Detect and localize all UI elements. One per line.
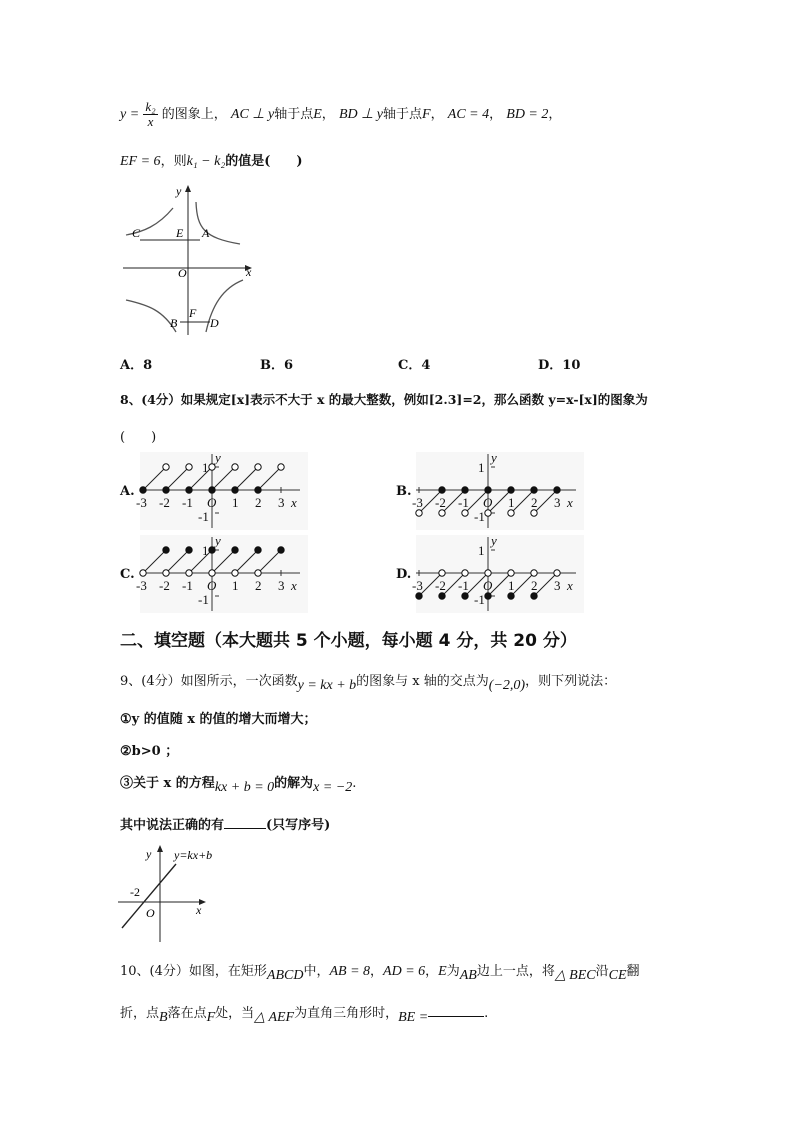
q7-line1: y = $\frac{\text{k₂}}{x}$ 的图象上， AC ⊥ y轴于点E， BD ⊥ y轴于点F， AC = 4， BD = 2， — [120, 99, 562, 129]
tick-label-x2: 2 — [255, 578, 262, 593]
q8-option-c-letter: C. — [120, 567, 135, 582]
y-axis-label: y — [491, 450, 497, 465]
q9-answer-blank[interactable] — [224, 817, 266, 829]
closed-endpoint — [163, 487, 169, 493]
tick-label-x-neg2: -2 — [435, 495, 446, 510]
closed-endpoint — [255, 547, 261, 553]
open-endpoint — [485, 570, 491, 576]
open-endpoint — [508, 570, 514, 576]
tick-label-x-neg1: -1 — [458, 578, 469, 593]
q7-option-b: B．6 — [260, 358, 294, 373]
tick-label-x3: 3 — [278, 578, 285, 593]
tick-label-x2: 2 — [531, 578, 538, 593]
section-2-heading: 二、填空题（本大题共 5 个小题，每小题 4 分，共 20 分） — [120, 631, 577, 651]
tick-label-x3: 3 — [278, 495, 285, 510]
closed-endpoint — [232, 547, 238, 553]
closed-endpoint — [439, 487, 445, 493]
tick-label-x1: 1 — [232, 578, 239, 593]
tick-label-x-neg1: -1 — [458, 495, 469, 510]
tick-label-x1: 1 — [232, 495, 239, 510]
q10-line1: 10、(4分）如图，在矩形ABCD中，AB = 8，AD = 6，E为AB边上一点，将△ BEC沿CE翻 — [120, 964, 640, 983]
q8-option-b-letter: B. — [396, 484, 412, 499]
tick-label-x1: 1 — [508, 578, 515, 593]
q8-graph-b — [412, 450, 584, 530]
q9-item-2: ②b>0 ； — [120, 744, 179, 759]
tick-label-y1: 1 — [202, 460, 209, 475]
closed-endpoint — [485, 487, 491, 493]
q7-option-c: C．4 — [398, 358, 431, 373]
q7-point-E: E — [176, 226, 184, 240]
closed-endpoint — [278, 547, 284, 553]
q10-answer-blank[interactable] — [428, 1005, 484, 1017]
y-axis-label: y — [491, 533, 497, 548]
q7-y-label: y — [176, 184, 182, 198]
tick-label-origin: O — [207, 578, 217, 593]
q9-stem: 9、(4分）如图所示，一次函数y = kx + b的图象与 x 轴的交点为(−2,0)，则下列说法： — [120, 674, 617, 693]
closed-endpoint — [140, 487, 146, 493]
tick-label-origin: O — [483, 495, 493, 510]
closed-endpoint — [232, 487, 238, 493]
tick-label-x-neg2: -2 — [159, 578, 170, 593]
tick-label-y1: 1 — [478, 460, 485, 475]
open-endpoint — [462, 510, 468, 516]
q9-origin: O — [146, 906, 155, 920]
open-endpoint — [462, 570, 468, 576]
q7-options — [120, 354, 680, 372]
q9-line-figure — [118, 842, 218, 942]
open-endpoint — [232, 464, 238, 470]
y-axis-label: y — [215, 450, 221, 465]
q7-point-A: A — [202, 226, 210, 240]
tick-label-y-neg1: -1 — [198, 592, 209, 607]
tick-label-x-neg1: -1 — [182, 495, 193, 510]
q7-point-B: B — [170, 316, 178, 330]
q8-option-a-letter: A. — [120, 484, 135, 499]
tick-label-y-neg1: -1 — [198, 509, 209, 524]
q7-hyperbola-figure — [118, 180, 258, 335]
closed-endpoint — [462, 487, 468, 493]
tick-label-x-neg2: -2 — [159, 495, 170, 510]
tick-label-y-neg1: -1 — [474, 592, 485, 607]
tick-label-x-neg3: -3 — [412, 578, 423, 593]
tick-label-x-neg3: -3 — [136, 578, 147, 593]
open-endpoint — [508, 510, 514, 516]
tick-label-x-neg1: -1 — [182, 578, 193, 593]
q7-point-D: D — [210, 316, 219, 330]
closed-endpoint — [186, 487, 192, 493]
q7-point-C: C — [132, 226, 141, 240]
q7-y-eq: y = — [120, 107, 140, 122]
q8-paren: ( ) — [120, 430, 157, 445]
q8-graph-c — [136, 533, 308, 613]
tick-label-origin: O — [207, 495, 217, 510]
tick-label-y1: 1 — [478, 543, 485, 558]
open-endpoint — [439, 570, 445, 576]
q7-fraction: $\frac{\text{k₂}}{x}$ — [145, 99, 156, 129]
q9-item-3: ③关于 x 的方程kx + b = 0的解为x = −2. — [120, 776, 357, 795]
q7-option-a: A．8 — [120, 358, 153, 373]
closed-endpoint — [439, 593, 445, 599]
closed-endpoint — [554, 487, 560, 493]
tick-label-x-neg3: -3 — [412, 495, 423, 510]
q8-stem: 8、(4分）如果规定[x]表示不大于 x 的最大整数，例如[2.3]=2，那么函数 y=x-[x]的图象为 — [120, 392, 648, 407]
q8-graph-d — [412, 533, 584, 613]
open-endpoint — [186, 570, 192, 576]
closed-endpoint — [462, 593, 468, 599]
tick-label-x2: 2 — [255, 495, 262, 510]
open-endpoint — [416, 510, 422, 516]
open-endpoint — [554, 570, 560, 576]
q9-item-1: ①y 的值随 x 的值的增大而增大； — [120, 712, 317, 727]
q7-origin: O — [178, 266, 187, 280]
closed-endpoint — [508, 487, 514, 493]
q7-point-F: F — [189, 306, 197, 320]
open-endpoint — [531, 570, 537, 576]
q9-neg2-label: -2 — [130, 885, 140, 899]
tick-label-x2: 2 — [531, 495, 538, 510]
q7-x-label: x — [246, 265, 252, 279]
closed-endpoint — [255, 487, 261, 493]
open-endpoint — [255, 570, 261, 576]
open-endpoint — [531, 510, 537, 516]
q7-line2: EF = 6，则k₁ − k₂的值是( ) — [120, 154, 303, 169]
open-endpoint — [439, 510, 445, 516]
x-axis-label: x — [567, 495, 573, 510]
open-endpoint — [140, 570, 146, 576]
open-endpoint — [163, 464, 169, 470]
closed-endpoint — [531, 593, 537, 599]
open-endpoint — [163, 570, 169, 576]
q8-graph-a — [136, 450, 308, 530]
y-axis-label: y — [215, 533, 221, 548]
x-axis-label: x — [291, 578, 297, 593]
open-endpoint — [232, 570, 238, 576]
open-endpoint — [278, 464, 284, 470]
closed-endpoint — [416, 593, 422, 599]
q8-option-d-letter: D. — [396, 567, 412, 582]
x-axis-label: x — [291, 495, 297, 510]
open-endpoint — [255, 464, 261, 470]
q7-option-d: D．10 — [538, 358, 581, 373]
q9-y-label: y — [146, 847, 152, 861]
tick-label-x3: 3 — [554, 578, 561, 593]
tick-label-y1: 1 — [202, 543, 209, 558]
tick-label-y-neg1: -1 — [474, 509, 485, 524]
tick-label-origin: O — [483, 578, 493, 593]
closed-endpoint — [485, 593, 491, 599]
tick-label-x-neg2: -2 — [435, 578, 446, 593]
q9-x-label: x — [196, 903, 202, 917]
x-axis-label: x — [567, 578, 573, 593]
tick-label-x3: 3 — [554, 495, 561, 510]
open-endpoint — [209, 570, 215, 576]
tick-label-x1: 1 — [508, 495, 515, 510]
open-endpoint — [485, 510, 491, 516]
closed-endpoint — [186, 547, 192, 553]
closed-endpoint — [531, 487, 537, 493]
q9-question: 其中说法正确的有 (只写序号) — [120, 818, 331, 833]
q10-line2: 折，点B落在点F处，当△ AEF为直角三角形时，BE = . — [120, 1006, 489, 1025]
closed-endpoint — [209, 487, 215, 493]
open-endpoint — [186, 464, 192, 470]
tick-label-x-neg3: -3 — [136, 495, 147, 510]
q9-equation-label: y=kx+b — [174, 848, 213, 862]
closed-endpoint — [163, 547, 169, 553]
closed-endpoint — [508, 593, 514, 599]
